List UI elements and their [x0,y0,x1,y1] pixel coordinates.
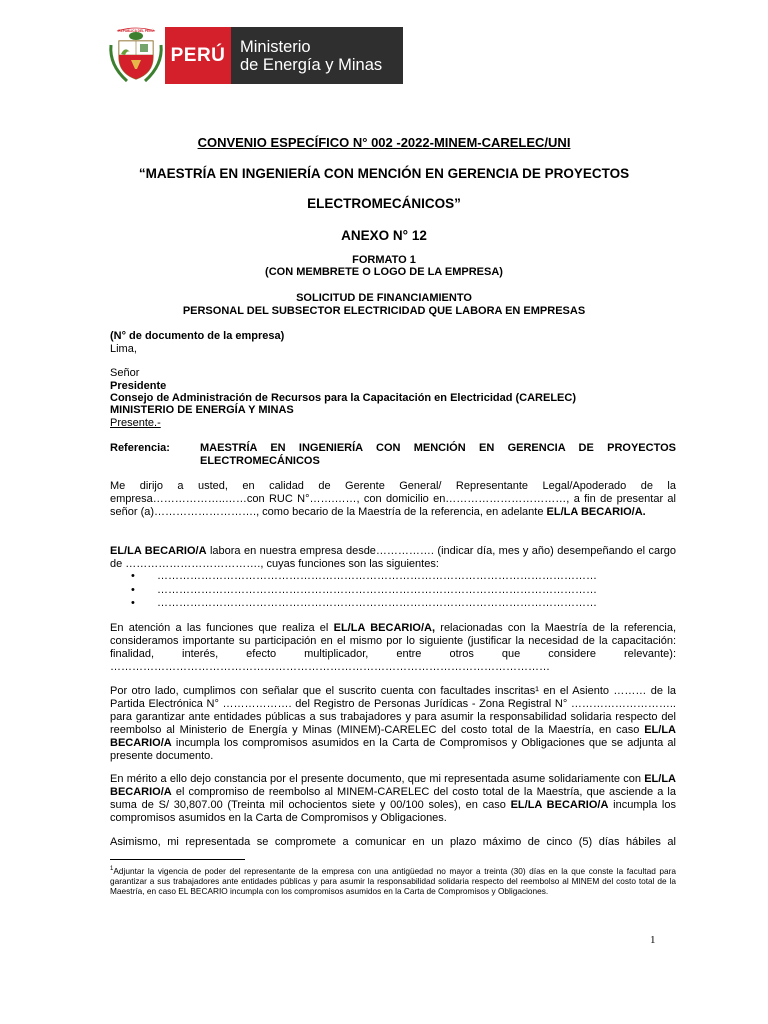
p5-text-e: incumpla los compromisos asumidos en la Carta de Compromisos y Obligaciones. [110,799,676,824]
list-item-text: ………………………………………………………………………………………………………… [157,597,597,609]
p2-becario: EL/LA BECARIO/A [110,545,207,557]
p4-text-c: incumpla los compromisos asumidos en la Carta de Compromisos y Obligaciones que se adjunta al presente documento. [110,737,676,762]
convenio-text: CONVENIO ESPECÍFICO N° 002 -2022-MINEM-CARELEC/UNI [197,135,571,150]
recipient-ministry-text: MINISTERIO DE ENERGÍA Y MINAS [110,404,294,416]
svg-text:REPÚBLICA DEL PERÚ: REPÚBLICA DEL PERÚ [118,29,154,33]
header-logo [107,27,403,84]
city: Lima, [110,343,137,355]
p4-text-a: Por otro lado, cumplimos con señalar que el suscrito cuenta con facultades inscritas¹ en el Asiento ……… de la Partida Electrónica N° ………………. del Registro de Personas Jurídicas - Zona Registral N° ……………………….. para garantizar ante entidades públicas a sus trabajadores y para asumir la responsabilidad solidaria respecto del reembolso al Ministerio de Energía y Minas (MINEM)-CARELEC del costo total de la Maestría, en caso [110,685,676,736]
p3-text-a: En atención a las funciones que realiza el [110,622,334,634]
footnote-mark: 1 [110,866,114,872]
salutation: Señor [110,367,140,379]
recipient-org-text: Consejo de Administración de Recursos para la Capacitación en Electricidad (CARELEC) [110,392,576,404]
coat-of-arms-icon [107,27,165,84]
p3-text-c: relacionadas con la Maestría de la referencia, consideramos importante su participación en el mismo por lo siguiente (justificar la necesidad de la capacitación: finalidad, interés, efecto multiplicador, entre otros que considere relevante): ………………………………………………………………………………………………………… [110,622,677,673]
doc-number-text: (N° de documento de la empresa) [110,330,285,342]
list-item: • ………………………………………………………………………………………………………… [131,584,597,596]
list-item: • ………………………………………………………………………………………………………… [131,570,597,582]
presente [110,417,161,430]
program-title-line1: “MAESTRÍA EN INGENIERÍA CON MENCIÓN EN GERENCIA DE PROYECTOS [138,166,630,181]
paragraph-justification [110,622,676,674]
doc-number [110,330,284,343]
p3-becario: EL/LA BECARIO/A, [333,622,436,634]
reference-label [110,442,170,455]
footnote [110,864,676,896]
solicitud-title: SOLICITUD DE FINANCIAMIENTO [296,292,472,304]
ministry-line2: de Energía y Minas [240,56,383,74]
ministry-label [231,27,403,84]
membrete-note: (CON MEMBRETE O LOGO DE LA EMPRESA) [265,266,503,278]
peru-label: PERÚ [165,27,231,84]
paragraph-cargo [110,545,676,571]
p1-becario: EL/LA BECARIO/A. [546,506,646,518]
formato-title: FORMATO 1 [352,254,416,266]
program-title-line2: ELECTROMECÁNICOS” [307,196,461,211]
footnote-text: Adjuntar la vigencia de poder del representante de la empresa con una antigüedad no mayor a treinta (30) días en la que conste la facultad para garantizar a sus trabajadores ante entidades públicas y para asumir la responsabilidad solidaria respecto del reembolso al MINEM del costo total de la Maestría, en caso EL BECARIO incumpla con los compromisos asumidos en la Carta de Compromisos y Obligaciones. [110,865,676,896]
p5-becario-1: EL/LA BECARIO/A [110,773,676,798]
p5-text-c: el compromiso de reembolso al MINEM-CARELEC del costo total de la Maestría, que asciende a la suma de S/ 30,807.00 (Treinta mil ochocientos siete y 00/100 soles), en caso [110,786,676,811]
paragraph-reembolso [110,773,676,825]
anexo-title: ANEXO N° 12 [341,228,427,243]
p2-text: labora en nuestra empresa desde……………. (indicar día, mes y año) desempeñando el cargo de ………………………………., cuyas funciones son las siguientes: [110,545,677,570]
paragraph-intro [110,480,676,519]
paragraph-facultades [110,685,676,763]
reference-label-text: Referencia: [110,442,170,454]
reference-text: MAESTRÍA EN INGENIERÍA CON MENCIÓN EN GERENCIA DE PROYECTOS ELECTROMECÁNICOS [200,442,676,467]
p1-text: Me dirijo a usted, en calidad de Gerente General/ Representante Legal/Apoderado de la empresa………………..……con RUC N°…….……, con domicilio en……………………………, a fin de presentar al señor (a)………………………., como becario de la Maestría de la referencia, en adelante [110,480,676,518]
p5-text-a: En mérito a ello dejo constancia por el presente documento, que mi representada asume solidariamente con [110,773,645,785]
ministry-line1: Ministerio [240,38,311,56]
page-number: 1 [650,934,656,946]
list-item: • ………………………………………………………………………………………………………… [131,597,597,609]
footnote-divider [110,859,245,860]
paragraph-comunicar: Asimismo, mi representada se compromete a comunicar en un plazo máximo de cinco (5) días hábiles al [110,836,676,848]
list-item-text: ………………………………………………………………………………………………………… [157,584,597,596]
personal-title: PERSONAL DEL SUBSECTOR ELECTRICIDAD QUE LABORA EN EMPRESAS [182,305,586,317]
p4-becario: EL/LA BECARIO/A [110,724,676,749]
list-item-text: ………………………………………………………………………………………………………… [157,570,597,582]
p5-becario-2: EL/LA BECARIO/A [510,799,609,811]
convenio-title [0,135,768,150]
recipient-ministry [110,404,294,417]
recipient-title-text: Presidente [110,380,167,392]
presente-text: Presente.- [110,417,161,429]
